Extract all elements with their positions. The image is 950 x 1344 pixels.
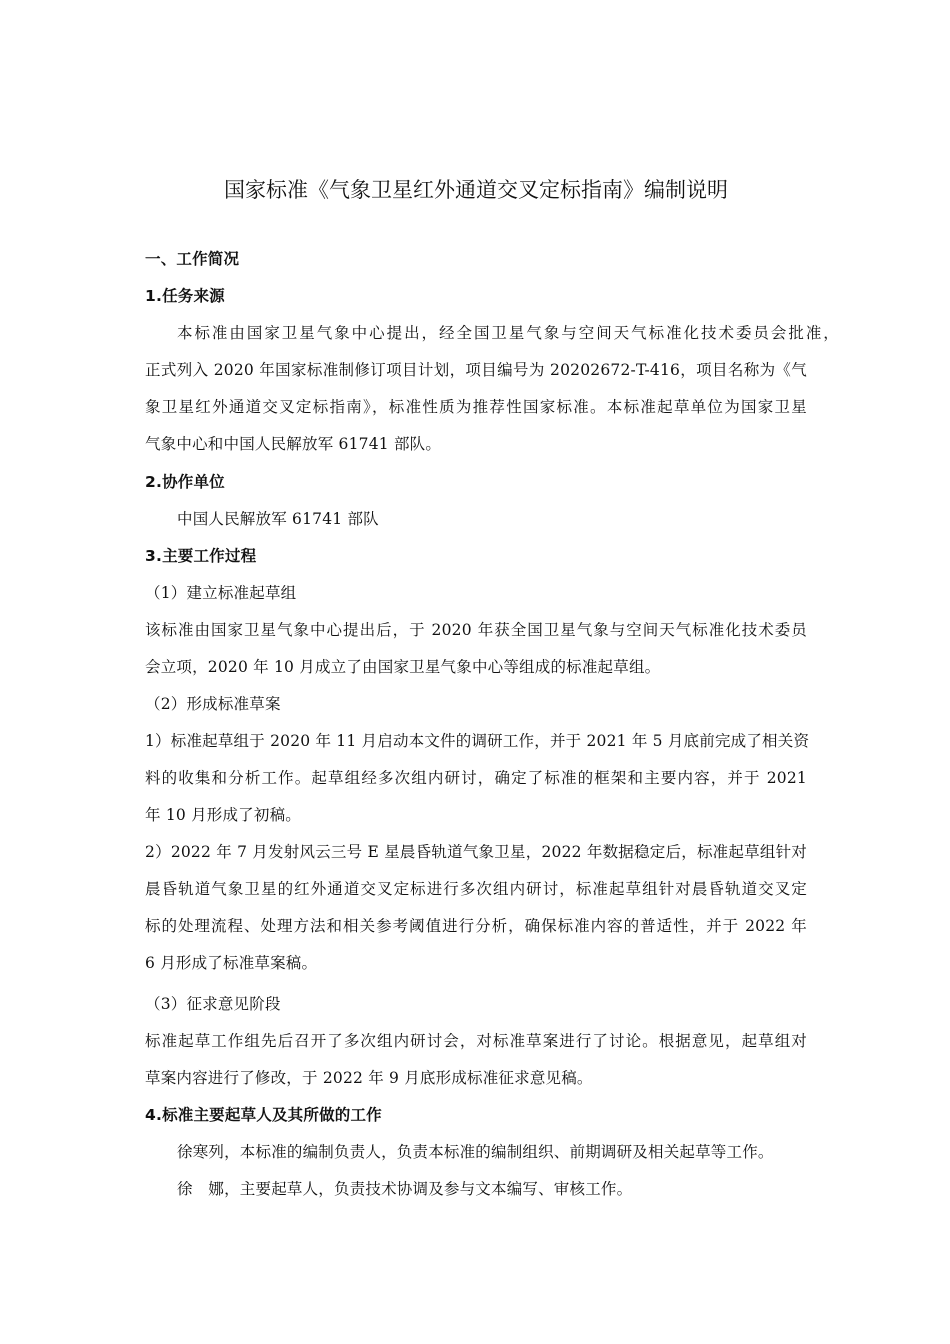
subsection-heading-main-drafters: 4.标准主要起草人及其所做的工作 (145, 1106, 382, 1124)
paragraph-line: 该标准由国家卫星气象中心提出后，于 2020 年获全国卫星气象与空间天气标准化技术委员 (145, 621, 807, 639)
step-label-comment-solicitation: （3）征求意见阶段 (145, 995, 281, 1013)
paragraph-line: 本标准由国家卫星气象中心提出，经全国卫星气象与空间天气标准化技术委员会批准， (177, 324, 839, 342)
step-label-drafting-group: （1）建立标准起草组 (145, 584, 297, 602)
section-heading-work-overview: 一、工作简况 (145, 250, 240, 268)
document-title: 国家标准《气象卫星红外通道交叉定标指南》编制说明 (224, 178, 728, 202)
subsection-heading-cooperating-unit: 2.协作单位 (145, 473, 225, 491)
paragraph-line: 草案内容进行了修改，于 2022 年 9 月底形成标准征求意见稿。 (145, 1069, 593, 1087)
drafter-entry: 徐 娜，主要起草人，负责技术协调及参与文本编写、审核工作。 (177, 1180, 633, 1198)
paragraph-line: 料的收集和分析工作。起草组经多次组内研讨，确定了标准的框架和主要内容，并于 2021 (145, 769, 807, 787)
paragraph-line: 年 10 月形成了初稿。 (145, 806, 301, 824)
paragraph-line: 标准起草工作组先后召开了多次组内研讨会，对标准草案进行了讨论。根据意见，起草组对 (145, 1032, 807, 1050)
subsection-heading-task-source: 1.任务来源 (145, 287, 225, 305)
paragraph-line: 晨昏轨道气象卫星的红外通道交叉定标进行多次组内研讨，标准起草组针对晨昏轨道交叉定 (145, 880, 807, 898)
paragraph-line: 中国人民解放军 61741 部队 (177, 510, 379, 528)
paragraph-line: 6 月形成了标准草案稿。 (145, 954, 318, 972)
paragraph-line: 2）2022 年 7 月发射风云三号 E 星晨昏轨道气象卫星，2022 年数据稳定后，标准起草组针对 (145, 843, 807, 861)
paragraph-line: 象卫星红外通道交叉定标指南》，标准性质为推荐性国家标准。本标准起草单位为国家卫星 (145, 398, 807, 416)
step-label-draft-formation: （2）形成标准草案 (145, 695, 281, 713)
paragraph-line: 会立项，2020 年 10 月成立了由国家卫星气象中心等组成的标准起草组。 (145, 658, 661, 676)
subsection-heading-work-process: 3.主要工作过程 (145, 547, 257, 565)
paragraph-line: 1）标准起草组于 2020 年 11 月启动本文件的调研工作，并于 2021 年 5 月底前完成了相关资 (145, 732, 810, 750)
paragraph-line: 气象中心和中国人民解放军 61741 部队。 (145, 435, 442, 453)
drafter-entry: 徐寒列，本标准的编制负责人，负责本标准的编制组织、前期调研及相关起草等工作。 (177, 1143, 774, 1161)
paragraph-line: 标的处理流程、处理方法和相关参考阈值进行分析，确保标准内容的普适性，并于 2022 年 (145, 917, 807, 935)
paragraph-line: 正式列入 2020 年国家标准制修订项目计划，项目编号为 20202672-T-416，项目名称为《气 (145, 361, 807, 379)
